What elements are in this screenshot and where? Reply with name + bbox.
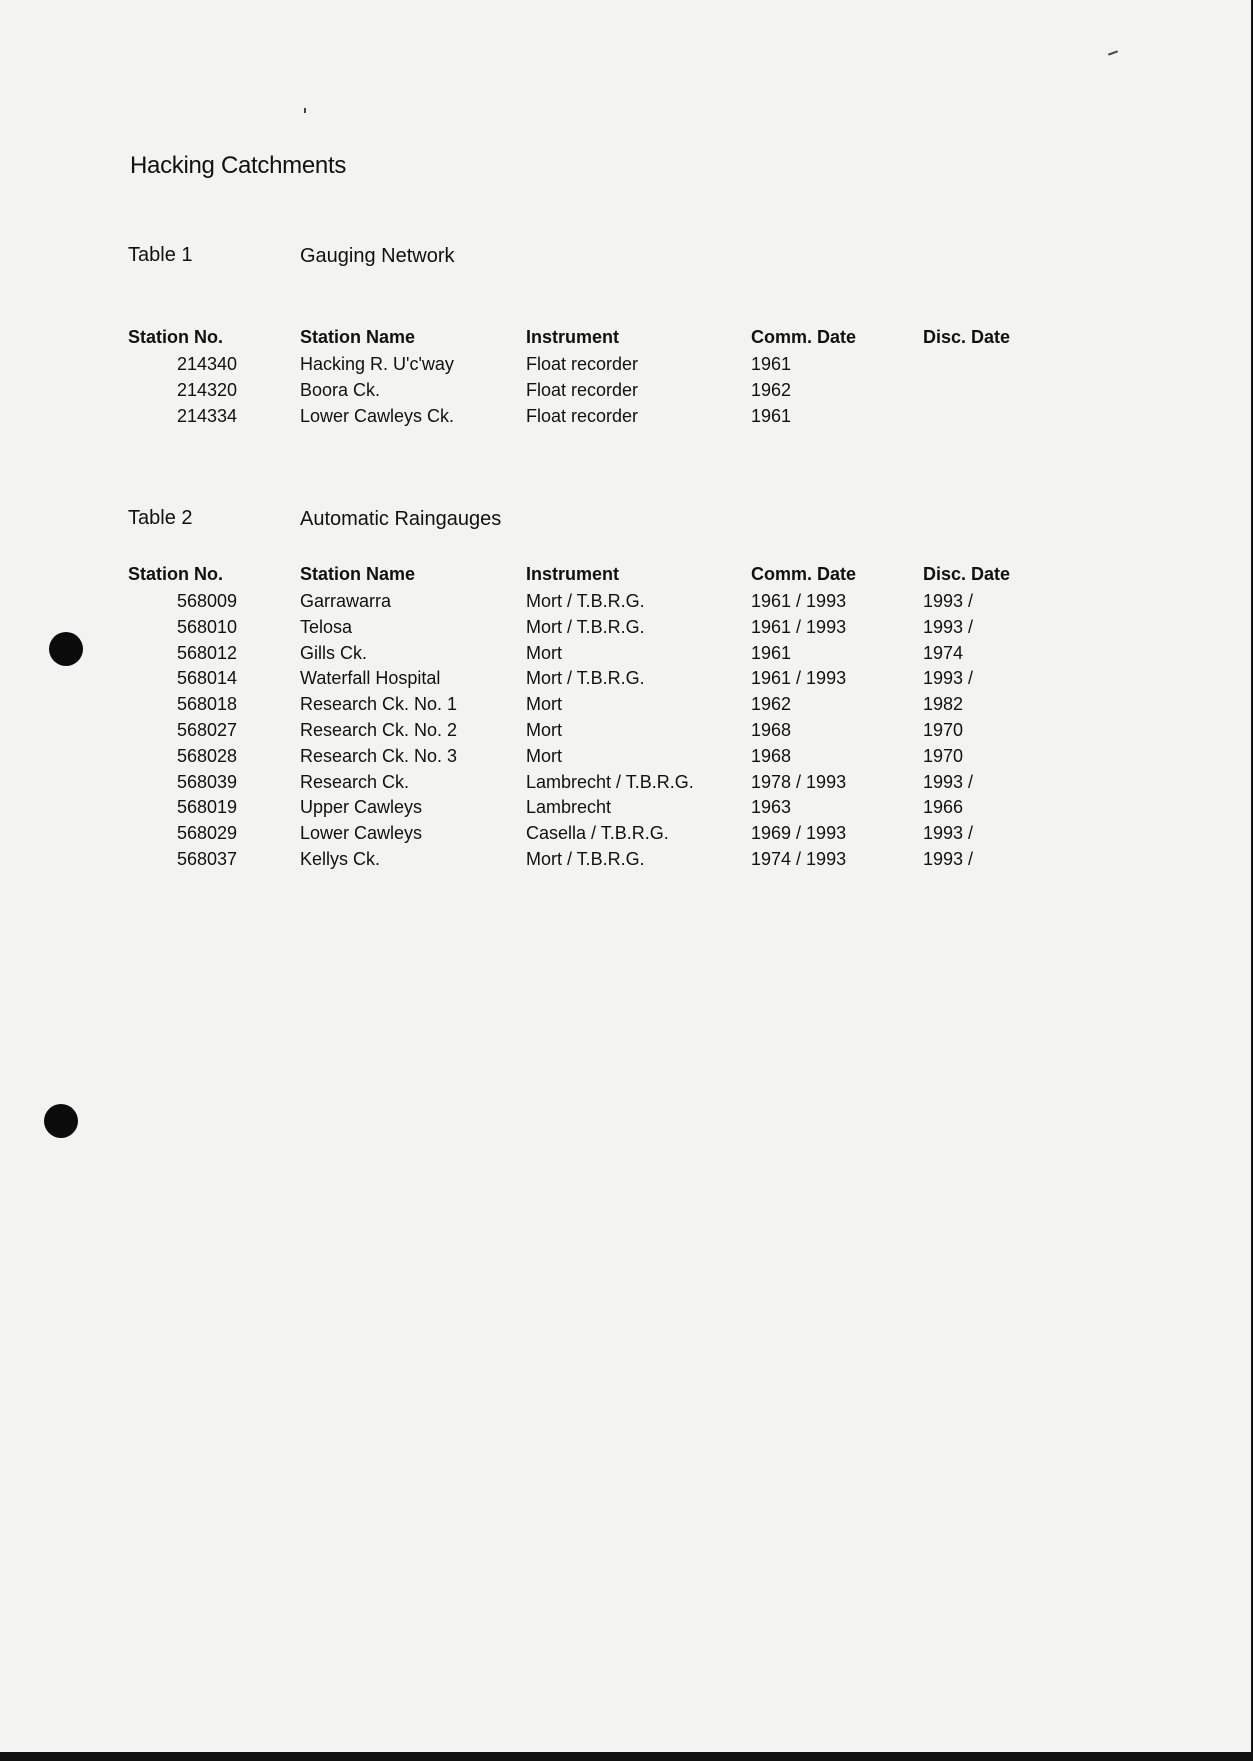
- cell-comm-date: 1969 / 1993: [751, 823, 847, 844]
- cell-station-no: 568014: [177, 668, 238, 689]
- cell-instrument: Mort / T.B.R.G.: [526, 848, 645, 869]
- cell-instrument: Lambrecht: [526, 797, 612, 818]
- cell-instrument: Mort / T.B.R.G.: [526, 591, 645, 611]
- cell-disc-date: 1993 /: [923, 823, 974, 844]
- automatic-raingauges-table: [128, 564, 1028, 875]
- header-disc-date: Disc. Date: [923, 564, 1011, 584]
- cell-instrument: Lambrecht / T.B.R.G.: [526, 771, 694, 792]
- cell-instrument: Mort: [526, 642, 562, 663]
- header-station-name: Station Name: [300, 564, 416, 584]
- table-row: [128, 643, 1028, 669]
- document-title: Hacking Catchments: [130, 152, 347, 179]
- table-row: [128, 746, 1028, 772]
- header-station-no: Station No.: [128, 564, 223, 584]
- cell-station-no: 214320: [177, 379, 238, 400]
- cell-station-name: Lower Cawleys: [300, 823, 423, 844]
- cell-station-name: Kellys Ck.: [300, 848, 381, 869]
- cell-comm-date: 1961: [751, 354, 792, 374]
- cell-comm-date: 1974 / 1993: [751, 848, 847, 869]
- cell-comm-date: 1961: [751, 405, 792, 426]
- cell-instrument: Mort / T.B.R.G.: [526, 616, 645, 637]
- header-station-no: Station No.: [128, 327, 223, 347]
- punch-hole-upper: [49, 632, 83, 666]
- cell-instrument: Mort / T.B.R.G.: [526, 668, 645, 689]
- cell-station-no: 568019: [177, 797, 238, 818]
- table-row: [128, 823, 1028, 849]
- cell-station-no: 214340: [177, 354, 238, 374]
- cell-station-no: 214334: [177, 405, 238, 426]
- header-instrument: Instrument: [526, 564, 620, 584]
- cell-disc-date: 1993 /: [923, 591, 974, 611]
- cell-station-no: 568009: [177, 591, 238, 611]
- scan-speck: [1108, 50, 1118, 55]
- cell-disc-date: 1970: [923, 745, 964, 766]
- table-row: [128, 617, 1028, 643]
- gauging-network-table: [128, 327, 1028, 431]
- cell-station-name: Research Ck.: [300, 771, 410, 792]
- cell-station-no: 568010: [177, 616, 238, 637]
- table-row: [128, 797, 1028, 823]
- cell-comm-date: 1978 / 1993: [751, 771, 847, 792]
- cell-comm-date: 1961 / 1993: [751, 668, 847, 689]
- cell-disc-date: 1974: [923, 642, 964, 663]
- table-row: [128, 591, 1028, 617]
- cell-disc-date: 1982: [923, 694, 964, 715]
- cell-disc-date: 1970: [923, 719, 964, 740]
- cell-disc-date: 1993 /: [923, 668, 974, 689]
- cell-station-no: 568037: [177, 848, 238, 869]
- table1-label: Table 1: [128, 244, 193, 266]
- cell-station-no: 568018: [177, 694, 238, 715]
- cell-station-no: 568029: [177, 823, 238, 844]
- cell-comm-date: 1968: [751, 719, 792, 740]
- cell-station-no: 568027: [177, 719, 238, 740]
- cell-instrument: Casella / T.B.R.G.: [526, 823, 669, 844]
- cell-comm-date: 1963: [751, 797, 792, 818]
- cell-station-name: Boora Ck.: [300, 379, 381, 400]
- cell-station-name: Research Ck. No. 3: [300, 745, 458, 766]
- table-row: [128, 354, 1028, 380]
- cell-station-no: 568012: [177, 642, 238, 663]
- table-row: [128, 694, 1028, 720]
- table-row: [128, 772, 1028, 798]
- cell-instrument: Float recorder: [526, 379, 639, 400]
- cell-disc-date: 1993 /: [923, 848, 974, 869]
- table2-label: Table 2: [128, 507, 193, 529]
- cell-comm-date: 1961 / 1993: [751, 591, 847, 611]
- table-row: [128, 720, 1028, 746]
- table-row: [128, 380, 1028, 406]
- table-row: [128, 849, 1028, 875]
- cell-comm-date: 1962: [751, 379, 792, 400]
- punch-hole-lower: [44, 1104, 78, 1138]
- cell-station-name: Lower Cawleys Ck.: [300, 405, 455, 426]
- cell-station-name: Gills Ck.: [300, 642, 367, 663]
- cell-station-no: 568028: [177, 745, 238, 766]
- header-station-name: Station Name: [300, 327, 416, 347]
- table-row: [128, 668, 1028, 694]
- cell-comm-date: 1961 / 1993: [751, 616, 847, 637]
- header-comm-date: Comm. Date: [751, 564, 857, 584]
- cell-instrument: Mort: [526, 694, 562, 715]
- table-header-row: [128, 564, 1028, 591]
- table-header-row: [128, 327, 1028, 354]
- cell-station-name: Upper Cawleys: [300, 797, 423, 818]
- cell-station-name: Research Ck. No. 1: [300, 694, 458, 715]
- cell-instrument: Mort: [526, 719, 562, 740]
- cell-instrument: Mort: [526, 745, 562, 766]
- cell-instrument: Float recorder: [526, 405, 639, 426]
- cell-comm-date: 1961: [751, 642, 792, 663]
- cell-disc-date: 1993 /: [923, 616, 974, 637]
- cell-comm-date: 1962: [751, 694, 792, 715]
- scan-speck: [304, 108, 306, 113]
- cell-station-no: 568039: [177, 771, 238, 792]
- cell-station-name: Waterfall Hospital: [300, 668, 441, 689]
- cell-station-name: Garrawarra: [300, 591, 392, 611]
- header-instrument: Instrument: [526, 327, 620, 347]
- header-disc-date: Disc. Date: [923, 327, 1011, 347]
- cell-comm-date: 1968: [751, 745, 792, 766]
- table2-caption: Automatic Raingauges: [300, 508, 502, 530]
- cell-station-name: Research Ck. No. 2: [300, 719, 458, 740]
- header-comm-date: Comm. Date: [751, 327, 857, 347]
- cell-disc-date: 1966: [923, 797, 964, 818]
- cell-station-name: Hacking R. U'c'way: [300, 354, 454, 374]
- cell-disc-date: 1993 /: [923, 771, 974, 792]
- table-row: [128, 406, 1028, 432]
- table1-caption: Gauging Network: [300, 245, 455, 267]
- cell-station-name: Telosa: [300, 616, 353, 637]
- cell-instrument: Float recorder: [526, 354, 639, 374]
